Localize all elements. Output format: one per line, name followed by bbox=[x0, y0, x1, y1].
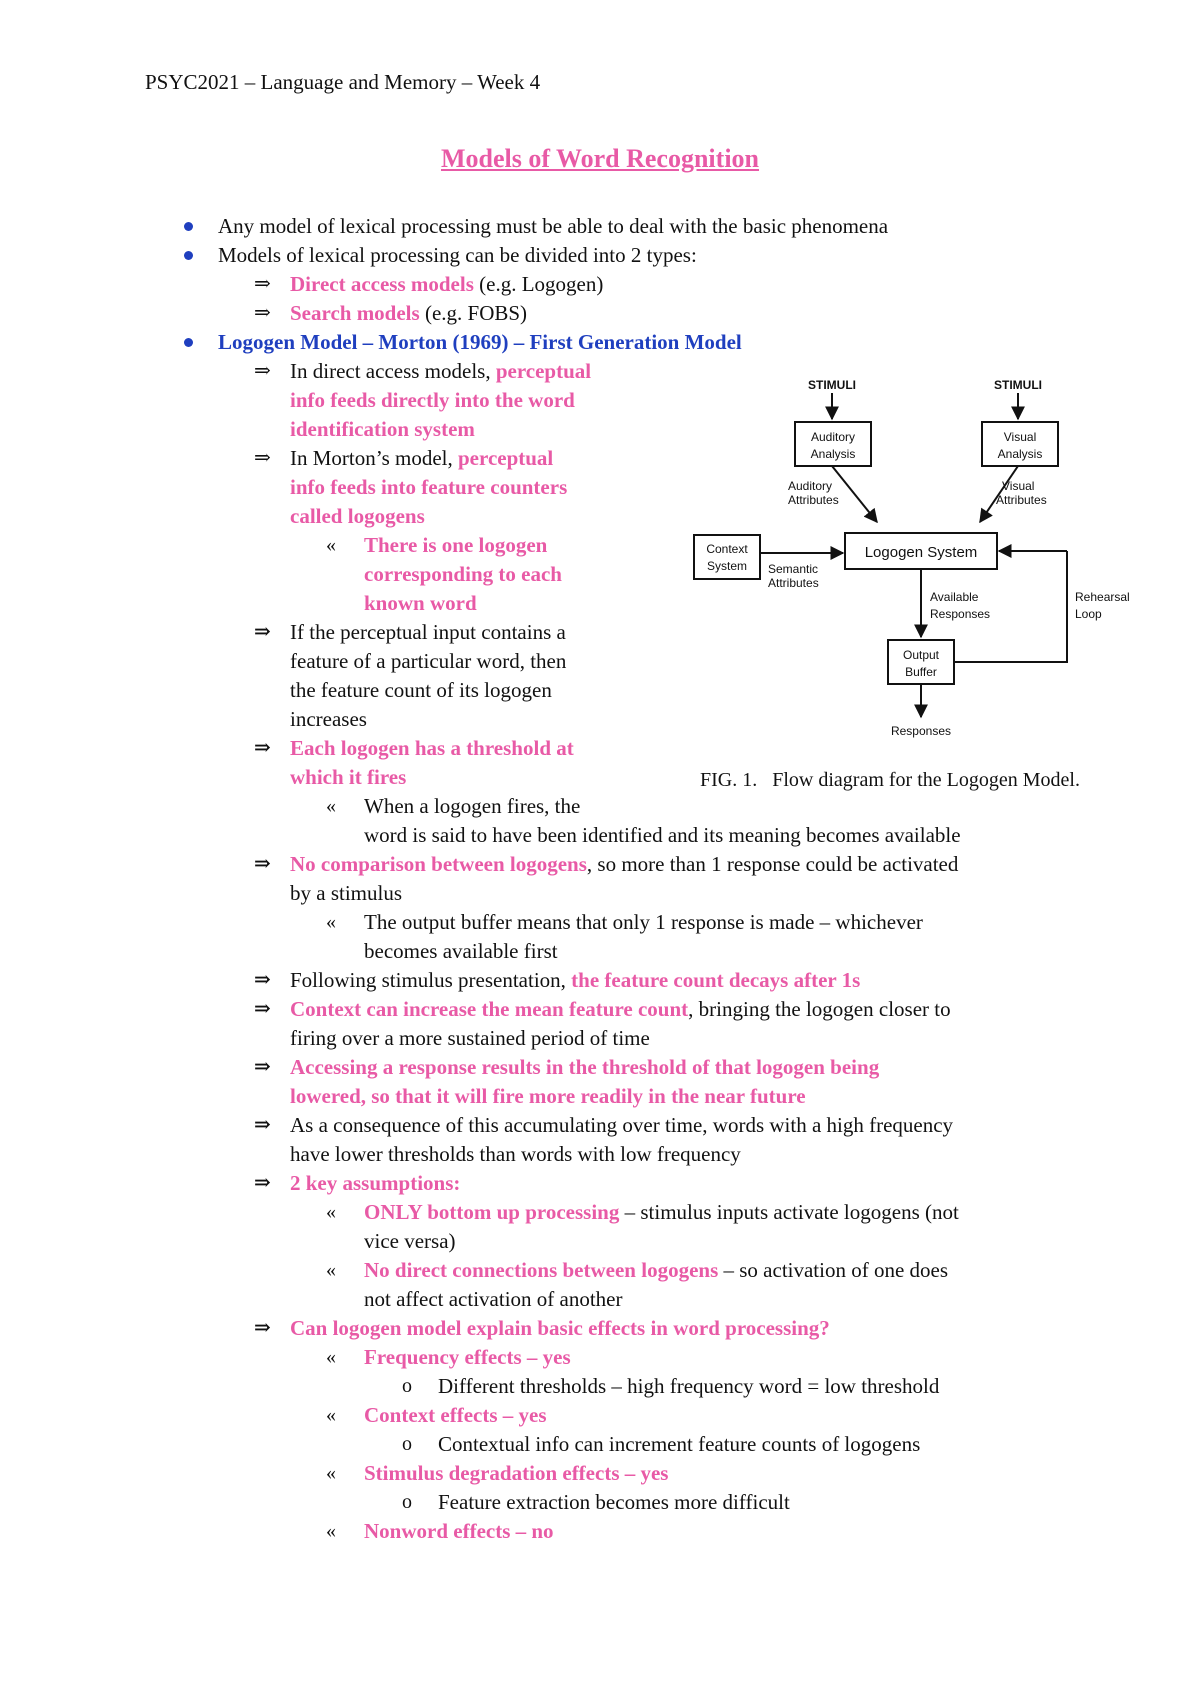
text-line: No comparison between logogens, so more than 1 response could be activated bbox=[290, 852, 959, 876]
box-label: Visual bbox=[1003, 430, 1037, 444]
arrow-icon: ⇒ bbox=[254, 447, 271, 469]
text-line: Context effects – yes bbox=[364, 1403, 547, 1427]
page-title: Models of Word Recognition bbox=[440, 144, 760, 173]
text-line: Search models (e.g. FOBS) bbox=[290, 301, 528, 325]
text-line: increases bbox=[290, 707, 367, 731]
arrow-icon: ⇒ bbox=[254, 969, 271, 991]
edge-label: Visual bbox=[1002, 479, 1035, 493]
text-line: info feeds directly into the word bbox=[290, 388, 575, 412]
guillemet-icon: « bbox=[326, 534, 336, 556]
text-line: which it fires bbox=[290, 765, 407, 789]
text-line: firing over a more sustained period of time bbox=[290, 1026, 650, 1050]
text-line: vice versa) bbox=[364, 1229, 456, 1253]
logogen-flow-diagram bbox=[680, 365, 1150, 750]
text-line: Frequency effects – yes bbox=[364, 1345, 571, 1369]
text-line: Direct access models (e.g. Logogen) bbox=[290, 272, 604, 296]
arrow-icon: ⇒ bbox=[254, 998, 271, 1020]
edge-label: Available bbox=[930, 590, 979, 604]
text-line: feature of a particular word, then bbox=[290, 649, 567, 673]
arrow-icon: ⇒ bbox=[254, 273, 271, 295]
arrow-connector bbox=[832, 466, 877, 522]
circle-bullet-icon: o bbox=[402, 1491, 412, 1513]
box-label: Logogen System bbox=[864, 544, 978, 561]
box-label: Auditory bbox=[810, 430, 856, 444]
text-line: not affect activation of another bbox=[364, 1287, 623, 1311]
text-line: In Morton’s model, perceptual bbox=[290, 446, 554, 470]
arrow-icon: ⇒ bbox=[254, 1056, 271, 1078]
guillemet-icon: « bbox=[326, 795, 336, 817]
edge-label: Attributes bbox=[788, 493, 839, 507]
text-line: Each logogen has a threshold at bbox=[290, 736, 574, 760]
guillemet-icon: « bbox=[326, 1346, 336, 1368]
text-line: Different thresholds – high frequency word = low threshold bbox=[438, 1374, 940, 1398]
text-line: Models of lexical processing can be divided into 2 types: bbox=[218, 243, 697, 267]
text-line: lowered, so that it will fire more readily in the near future bbox=[290, 1084, 806, 1108]
text-line: 2 key assumptions: bbox=[290, 1171, 461, 1195]
arrow-icon: ⇒ bbox=[254, 302, 271, 324]
arrow-icon: ⇒ bbox=[254, 1114, 271, 1136]
text-line: When a logogen fires, the bbox=[364, 794, 581, 818]
text-line: The output buffer means that only 1 response is made – whichever bbox=[364, 910, 923, 934]
bullet-icon bbox=[184, 222, 193, 231]
text-line: have lower thresholds than words with low frequency bbox=[290, 1142, 741, 1166]
arrow-icon: ⇒ bbox=[254, 621, 271, 643]
text-line: Accessing a response results in the threshold of that logogen being bbox=[290, 1055, 880, 1079]
text-line: info feeds into feature counters bbox=[290, 475, 568, 499]
section-heading: Logogen Model – Morton (1969) – First Generation Model bbox=[218, 330, 742, 354]
edge-label: Responses bbox=[930, 607, 991, 621]
arrow-icon: ⇒ bbox=[254, 360, 271, 382]
box-label: Analysis bbox=[810, 447, 856, 461]
guillemet-icon: « bbox=[326, 1201, 336, 1223]
text-line: Nonword effects – no bbox=[364, 1519, 554, 1543]
arrow-icon: ⇒ bbox=[254, 1317, 271, 1339]
guillemet-icon: « bbox=[326, 1520, 336, 1542]
text-line: Can logogen model explain basic effects in word processing? bbox=[290, 1316, 830, 1340]
text-line: Contextual info can increment feature counts of logogens bbox=[438, 1432, 921, 1456]
text-line: Stimulus degradation effects – yes bbox=[364, 1461, 669, 1485]
stimuli-label: STIMULI bbox=[808, 378, 856, 392]
box-label: Context bbox=[706, 542, 748, 556]
text-line: known word bbox=[364, 591, 477, 615]
circle-bullet-icon: o bbox=[402, 1375, 412, 1397]
guillemet-icon: « bbox=[326, 911, 336, 933]
box-label: Buffer bbox=[905, 665, 937, 679]
box-label: System bbox=[706, 559, 748, 573]
text-line: the feature count of its logogen bbox=[290, 678, 552, 702]
edge-label: Auditory bbox=[788, 479, 833, 493]
guillemet-icon: « bbox=[326, 1404, 336, 1426]
stimuli-label: STIMULI bbox=[994, 378, 1042, 392]
text-line: called logogens bbox=[290, 504, 425, 528]
text-line: Context can increase the mean feature count, bringing the logogen closer to bbox=[290, 997, 951, 1021]
edge-label: Rehearsal bbox=[1075, 590, 1130, 604]
output-label: Responses bbox=[890, 724, 952, 738]
box-label: Output bbox=[902, 648, 940, 662]
arrow-icon: ⇒ bbox=[254, 737, 271, 759]
figure-caption: FIG. 1. Flow diagram for the Logogen Model. bbox=[700, 769, 1080, 791]
text-line: Any model of lexical processing must be able to deal with the basic phenomena bbox=[218, 214, 889, 238]
edge-label: Attributes bbox=[996, 493, 1047, 507]
text-line: corresponding to each bbox=[364, 562, 562, 586]
text-line: by a stimulus bbox=[290, 881, 403, 905]
edge-label: Semantic bbox=[768, 562, 819, 576]
arrow-icon: ⇒ bbox=[254, 1172, 271, 1194]
arrow-icon: ⇒ bbox=[254, 853, 271, 875]
text-line: There is one logogen bbox=[364, 533, 548, 557]
text-line: In direct access models, perceptual bbox=[290, 359, 592, 383]
bullet-icon bbox=[184, 338, 193, 347]
page-header: PSYC2021 – Language and Memory – Week 4 bbox=[145, 70, 541, 94]
text-line: If the perceptual input contains a bbox=[290, 620, 566, 644]
text-line: ONLY bottom up processing – stimulus inputs activate logogens (not bbox=[364, 1200, 959, 1224]
circle-bullet-icon: o bbox=[402, 1433, 412, 1455]
text-line: word is said to have been identified and its meaning becomes available bbox=[364, 823, 961, 847]
text-line: identification system bbox=[290, 417, 475, 441]
edge-label: Attributes bbox=[768, 576, 819, 590]
text-line: Following stimulus presentation, the feature count decays after 1s bbox=[290, 968, 861, 992]
text-line: No direct connections between logogens – so activation of one does bbox=[364, 1258, 949, 1282]
guillemet-icon: « bbox=[326, 1462, 336, 1484]
edge-label: Loop bbox=[1075, 607, 1102, 621]
guillemet-icon: « bbox=[326, 1259, 336, 1281]
box-label: Analysis bbox=[997, 447, 1043, 461]
text-line: becomes available first bbox=[364, 939, 558, 963]
text-line: Feature extraction becomes more difficult bbox=[438, 1490, 790, 1514]
text-line: As a consequence of this accumulating over time, words with a high frequency bbox=[290, 1113, 954, 1137]
bullet-icon bbox=[184, 251, 193, 260]
